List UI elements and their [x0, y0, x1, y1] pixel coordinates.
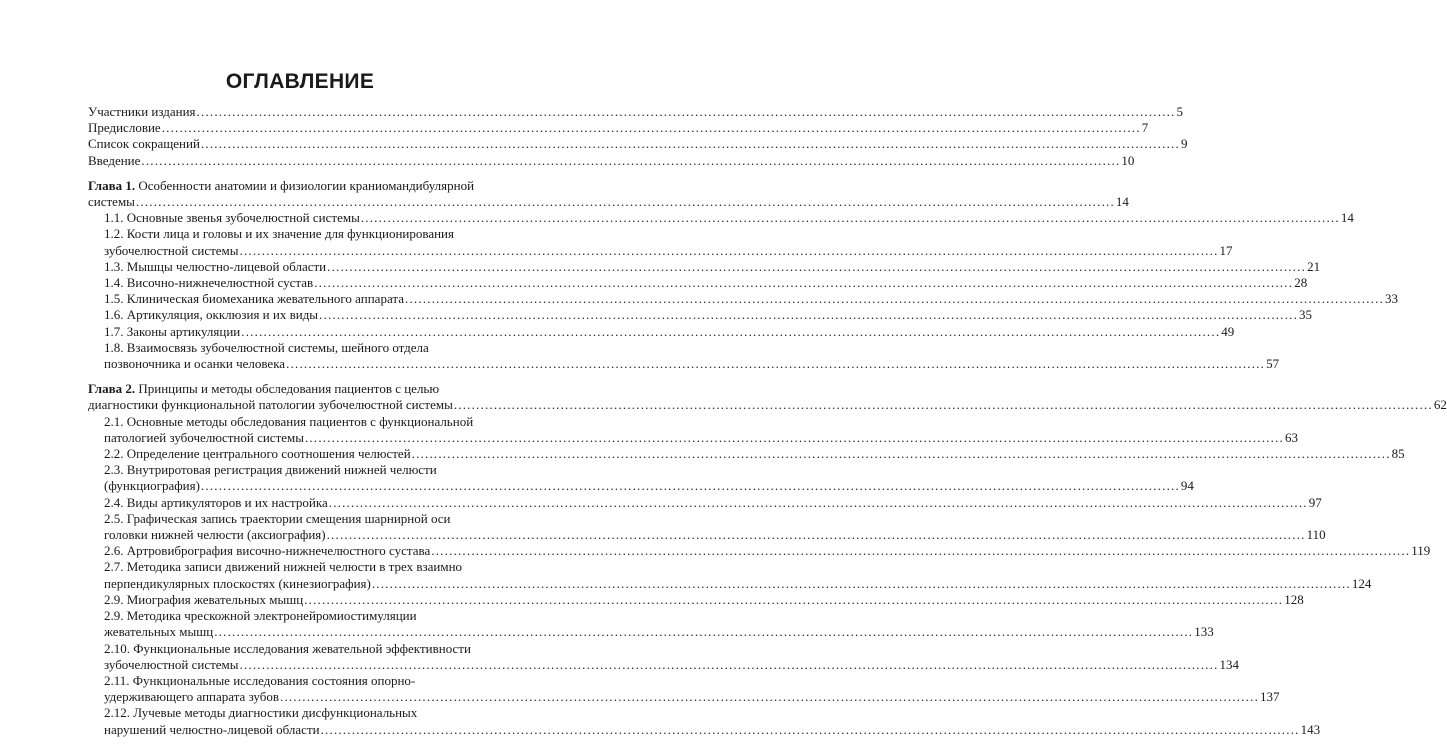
toc-entry-line [104, 323, 1235, 340]
dot-leader: ............................................................................................................................................................................................................................ [328, 494, 1308, 510]
toc-entry-line [104, 624, 1214, 640]
toc-entry-line [104, 446, 1405, 462]
toc-entry [88, 446, 1405, 462]
toc-entry [88, 104, 1184, 120]
toc-entry-line [104, 527, 1326, 543]
toc-entry [88, 640, 1240, 673]
page-title: ОГЛАВЛЕНИЕ [225, 70, 375, 93]
toc-entry-text-content: Введение [88, 152, 141, 168]
toc-entry-text-content: нарушений челюстно-лицевой области [104, 721, 320, 737]
toc-entry-text-content: 1.4. Височно-нижнечелюстной сустав [104, 275, 314, 291]
chapter-label: Глава 2. [88, 381, 136, 397]
toc-entry-text [104, 478, 200, 494]
toc-entry-line [104, 340, 514, 356]
toc-entry-line [104, 356, 1280, 372]
toc-entry [88, 177, 1129, 210]
toc-entry-text-content: Список сокращений [88, 136, 200, 152]
dot-leader: ............................................................................................................................................................................................................................ [161, 120, 1141, 136]
dot-leader: ............................................................................................................................................................................................................................ [360, 210, 1340, 226]
toc-entry [88, 291, 1398, 307]
page-number: 97 [1308, 494, 1322, 510]
toc-entry-line [104, 689, 1280, 705]
toc-entry-line [104, 494, 1322, 511]
spacer [88, 169, 514, 178]
toc-entry [88, 462, 1194, 494]
page-number: 85 [1391, 446, 1405, 462]
dot-leader: ............................................................................................................................................................................................................................ [314, 275, 1294, 291]
toc-entry-text-content: 1.5. Клиническая биомеханика жевательного аппарата [104, 291, 404, 307]
toc-entry-line [104, 429, 1298, 446]
toc-entry-text [88, 120, 161, 136]
toc-entry-line [104, 307, 1313, 323]
toc-entry-text-content: зубочелюстной системы [104, 242, 239, 258]
toc-entry-text-content: головки нижней челюсти (аксиография) [104, 527, 326, 543]
dot-leader: ............................................................................................................................................................................................................................ [200, 478, 1180, 494]
dot-leader: ............................................................................................................................................................................................................................ [239, 242, 1219, 258]
toc-entry-line [104, 705, 514, 721]
toc-entry-line [104, 242, 1233, 259]
toc-entry-text: 1.8. Взаимосвязь зубочелюстной системы, шейного отдела [104, 339, 429, 355]
page-number: 17 [1219, 242, 1233, 258]
toc-entry-line [88, 152, 1135, 169]
toc-entry [88, 381, 1447, 413]
toc-entry [88, 120, 1149, 136]
toc-entry-text [88, 136, 200, 152]
toc-entry [88, 510, 1326, 543]
toc-entry-line [88, 136, 1188, 152]
toc-entry-line [88, 381, 514, 397]
toc-entry-text-content: 1.7. Законы артикуляции [104, 323, 241, 339]
toc-entry-text-content: Участники издания [88, 104, 196, 119]
toc-entry-text-content: патологией зубочелюстной системы [104, 429, 304, 445]
toc-entry [88, 136, 1188, 152]
toc-entry-text-content: удерживающего аппарата зубов [104, 689, 280, 705]
toc-entry-line [104, 275, 1308, 291]
toc-entry-line [88, 194, 1129, 210]
toc-entry-text [104, 210, 360, 226]
toc-entry [88, 705, 1321, 737]
dot-leader: ............................................................................................................................................................................................................................ [371, 575, 1351, 591]
toc-entry-line [104, 656, 1240, 673]
dot-leader: ............................................................................................................................................................................................................................ [196, 104, 1176, 119]
toc-entry-text [88, 194, 135, 210]
page-number: 119 [1411, 543, 1431, 559]
toc-entry-line [104, 543, 1431, 559]
page-number: 57 [1266, 356, 1280, 372]
page-number: 133 [1194, 624, 1214, 640]
toc-entry-text: 2.5. Графическая запись траектории смещения шарнирной оси [104, 510, 451, 526]
toc-entry-text-content: позвоночника и осанки человека [104, 356, 286, 372]
toc-entry [88, 210, 1354, 226]
dot-leader: ............................................................................................................................................................................................................................ [280, 689, 1260, 705]
dot-leader: ............................................................................................................................................................................................................................ [304, 429, 1284, 445]
page-number: 94 [1180, 478, 1194, 494]
toc-entry [88, 591, 1304, 608]
toc-entry-text-content: 1.3. Мышцы челюстно-лицевой области [104, 258, 327, 274]
toc-entry [88, 339, 1280, 372]
chapter-label: Глава 1. [88, 177, 136, 193]
toc-entry-line [104, 478, 1194, 494]
page-number: 35 [1299, 307, 1313, 323]
page-number: 9 [1180, 136, 1188, 152]
toc-entry-text [104, 307, 318, 323]
toc-entry-line [104, 462, 514, 478]
toc-entry [88, 258, 1321, 275]
dot-leader: ............................................................................................................................................................................................................................ [286, 356, 1266, 372]
toc-entry-text [104, 356, 285, 372]
page-number: 134 [1219, 656, 1240, 672]
toc-entry-text-content: 2.4. Виды артикуляторов и их настройка [104, 494, 328, 510]
toc-entry-text-content: 2.2. Определение центрального соотношения челюстей [104, 446, 411, 462]
page-number: 128 [1284, 591, 1304, 607]
toc-entry-text [104, 624, 213, 640]
toc-entry-text: 2.3. Внутриротовая регистрация движений нижней челюсти [104, 462, 437, 478]
toc-entry [88, 323, 1235, 340]
dot-leader: ............................................................................................................................................................................................................................ [453, 397, 1433, 413]
page-number: 33 [1385, 291, 1398, 307]
toc-entry [88, 494, 1322, 511]
toc-entry-text: 2.10. Функциональные исследования жевательной эффективности [104, 640, 471, 656]
toc-entry [88, 413, 1298, 446]
toc-entry-text [104, 324, 240, 340]
page-number: 5 [1176, 104, 1184, 119]
dot-leader: ............................................................................................................................................................................................................................ [320, 721, 1300, 737]
toc-entry-text-content: 1.6. Артикуляция, окклюзия и их виды [104, 307, 319, 323]
toc-entry-line [104, 226, 514, 242]
toc-entry-text [104, 259, 326, 275]
dot-leader: ............................................................................................................................................................................................................................ [431, 543, 1411, 559]
page-number: 14 [1340, 210, 1354, 226]
toc-entry [88, 559, 1372, 591]
page-number: 49 [1221, 323, 1235, 339]
toc-entry-text-content: диагностики функциональной патологии зубочелюстной системы [88, 397, 453, 413]
page-number: 63 [1284, 429, 1298, 445]
toc-entry-text [104, 689, 279, 705]
toc-entry-text [104, 543, 430, 559]
toc-entry-text [104, 576, 371, 592]
page-number: 10 [1121, 152, 1135, 168]
dot-leader: ............................................................................................................................................................................................................................ [214, 624, 1194, 640]
page-number: 124 [1351, 575, 1372, 591]
toc-entry-line [88, 104, 1184, 120]
toc-entry-text: 1.2. Кости лица и головы и их значение для функционирования [104, 226, 454, 242]
toc-entry-line [104, 291, 1398, 307]
page-number: 137 [1260, 689, 1280, 705]
spacer [88, 372, 514, 381]
toc-entry-text-content: жевательных мышц [104, 624, 214, 640]
toc-entry-text: 2.11. Функциональные исследования состояния опорно- [104, 672, 416, 688]
toc-entry-text [104, 495, 328, 511]
toc-entry-text: 2.12. Лучевые методы диагностики дисфункциональных [104, 705, 418, 721]
toc-entry-line [104, 641, 514, 657]
page-number: 110 [1306, 527, 1326, 543]
toc-entry [88, 307, 1313, 323]
page-number: 28 [1294, 275, 1308, 291]
toc-entry-line [104, 591, 1304, 608]
toc-entry-text [104, 430, 304, 446]
toc-entry-text [104, 243, 239, 259]
toc-entry-text [104, 275, 313, 291]
toc-entry-text-content: 2.6. Артровибрография височно-нижнечелюстного сустава [104, 543, 431, 559]
toc-entry-line [104, 559, 514, 575]
toc-entry-line [104, 575, 1372, 592]
toc-entry [88, 672, 1280, 705]
toc-entry-text [88, 104, 196, 120]
toc-entry-line [104, 673, 514, 689]
toc-entry-line [104, 258, 1321, 275]
toc-entry-text: Принципы и методы обследования пациентов с целью [138, 381, 440, 397]
toc-entry-line [88, 397, 1447, 413]
toc-entry-text-content: перпендикулярных плоскостях (кинезиография) [104, 575, 371, 591]
toc-entry [88, 226, 1233, 258]
dot-leader: ............................................................................................................................................................................................................................ [304, 591, 1284, 607]
dot-leader: ............................................................................................................................................................................................................................ [405, 291, 1384, 307]
toc-entry-text [104, 446, 411, 462]
page-number: 143 [1300, 721, 1321, 737]
toc-entry-text-content: 1.1. Основные звенья зубочелюстной системы [104, 210, 360, 226]
toc-entry-text [104, 527, 326, 543]
toc-entry-line [88, 120, 1149, 136]
toc-entry-text-content: системы [88, 194, 135, 210]
toc-entry-text: 2.9. Методика чрескожной электронейромиостимуляции [104, 608, 417, 624]
toc-entry [88, 152, 1135, 169]
toc-entry-text: 2.7. Методика записи движений нижней челюсти в трех взаимно [104, 559, 463, 575]
dot-leader: ............................................................................................................................................................................................................................ [327, 258, 1307, 274]
table-of-contents [88, 104, 1447, 738]
dot-leader: ............................................................................................................................................................................................................................ [135, 194, 1115, 210]
dot-leader: ............................................................................................................................................................................................................................ [326, 527, 1306, 543]
toc-entry-line [104, 721, 1321, 738]
toc-entry-text [104, 657, 239, 673]
page-number: 7 [1141, 120, 1149, 136]
dot-leader: ............................................................................................................................................................................................................................ [239, 656, 1219, 672]
toc-entry-text: Особенности анатомии и физиологии краниомандибулярной [138, 177, 475, 193]
toc-entry-text [88, 153, 140, 169]
toc-entry-line [104, 414, 514, 430]
dot-leader: ............................................................................................................................................................................................................................ [200, 136, 1180, 152]
toc-entry-text [88, 397, 453, 413]
toc-entry-line [88, 178, 514, 194]
toc-entry-line [104, 210, 1354, 226]
toc-entry [88, 608, 1214, 640]
toc-entry-text-content: зубочелюстной системы [104, 656, 239, 672]
page-number: 62 [1433, 397, 1447, 413]
toc-entry-text [104, 291, 404, 307]
page-number: 21 [1307, 258, 1321, 274]
toc-entry-text [104, 592, 303, 608]
toc-entry [88, 275, 1308, 291]
toc-entry [88, 543, 1431, 559]
toc-entry-text [104, 722, 320, 738]
toc-entry-text: 2.1. Основные методы обследования пациентов с функциональной [104, 413, 474, 429]
page-number: 14 [1115, 194, 1129, 210]
toc-entry-text-content: Предисловие [88, 120, 161, 136]
dot-leader: ............................................................................................................................................................................................................................ [411, 446, 1391, 462]
toc-entry-text-content: (функциография) [104, 478, 200, 494]
toc-entry-line [104, 511, 514, 527]
dot-leader: ............................................................................................................................................................................................................................ [241, 323, 1221, 339]
toc-entry-line [104, 608, 514, 624]
toc-entry-text-content: 2.9. Миография жевательных мышц [104, 591, 304, 607]
dot-leader: ............................................................................................................................................................................................................................ [141, 152, 1121, 168]
dot-leader: ............................................................................................................................................................................................................................ [319, 307, 1299, 323]
